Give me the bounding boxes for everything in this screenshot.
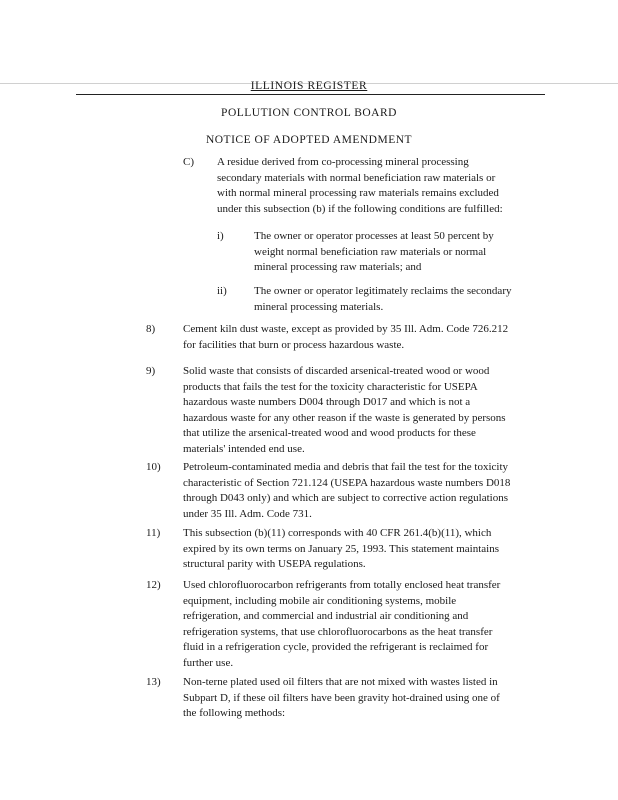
item-label: 11) [146, 527, 161, 539]
item-label: 9) [146, 365, 156, 377]
text-line: through D043 only) and which are subject to corrective action regulations [183, 492, 509, 505]
item-text [217, 155, 553, 217]
board-title: POLLUTION CONTROL BOARD [221, 107, 397, 119]
item-text [183, 526, 558, 573]
item-text [183, 578, 558, 672]
item-label: 13) [146, 676, 161, 688]
text-line: under this subsection (b) if the following conditions are fulfilled: [217, 202, 503, 215]
item-label: ii) [217, 285, 227, 297]
text-line: weight normal beneficiation raw materials or normal [254, 245, 487, 258]
register-title: ILLINOIS REGISTER [250, 80, 368, 92]
item-text [254, 284, 554, 315]
item-label: 8) [146, 323, 156, 335]
text-line: structural parity with USEPA regulations. [183, 558, 366, 571]
text-line: The owner or operator legitimately reclaims the secondary [254, 285, 512, 297]
text-line: Used chlorofluorocarbon refrigerants from totally enclosed heat transfer [183, 579, 501, 591]
item-text [183, 675, 558, 722]
text-line: further use. [183, 656, 234, 669]
item-label: i) [217, 230, 224, 242]
text-line: with normal mineral processing raw materials remains excluded [217, 187, 499, 200]
text-line: fluid in a refrigeration cycle, provided the refrigerant is reclaimed for [183, 641, 489, 654]
text-line: Subpart D, if these oil filters have been gravity hot-drained using one of [183, 691, 500, 704]
item-text [183, 322, 556, 353]
text-line: materials' intended end use. [183, 442, 305, 455]
text-line: equipment, including mobile air conditioning systems, mobile [183, 594, 457, 607]
text-line: refrigeration systems, that use chlorofluorocarbons as the heat transfer [183, 625, 493, 638]
text-line: The owner or operator processes at least 50 percent by [254, 230, 494, 242]
header-rule [76, 94, 545, 95]
text-line: that utilize the arsenical-treated wood and wood products for these [183, 427, 476, 440]
text-line: Cement kiln dust waste, except as provided by 35 Ill. Adm. Code 726.212 [183, 323, 509, 335]
text-line: expired by its own terms on January 25, 1993. This statement maintains [183, 542, 499, 555]
item-text [183, 364, 556, 458]
text-line: under 35 Ill. Adm. Code 731. [183, 507, 312, 520]
text-line: Solid waste that consists of discarded arsenical-treated wood or wood [183, 365, 490, 377]
text-line: products that fails the test for the toxicity characteristic for USEPA [183, 380, 478, 393]
text-line: mineral processing materials. [254, 300, 384, 313]
text-line: refrigeration, and commercial and industrial air conditioning and [183, 610, 469, 623]
item-text [254, 229, 554, 276]
text-line: hazardous waste for any other reason if the waste is generated by persons [183, 411, 506, 424]
item-label: 12) [146, 579, 161, 591]
item-label: C) [183, 156, 194, 168]
text-line: hazardous waste numbers D004 through D017 and which is not a [183, 396, 471, 409]
text-line: characteristic of Section 721.124 (USEPA hazardous waste numbers D018 [183, 476, 511, 489]
text-line: Non-terne plated used oil filters that are not mixed with wastes listed in [183, 676, 498, 688]
text-line: for facilities that burn or process hazardous waste. [183, 338, 405, 351]
text-line: the following methods: [183, 707, 286, 720]
item-label: 10) [146, 461, 161, 473]
text-line: Petroleum-contaminated media and debris that fail the test for the toxicity [183, 461, 509, 473]
text-line: mineral processing raw materials; and [254, 261, 422, 274]
text-line: This subsection (b)(11) corresponds with 40 CFR 261.4(b)(11), which [183, 527, 492, 539]
text-line: secondary materials with normal beneficiation raw materials or [217, 171, 496, 184]
notice-title: NOTICE OF ADOPTED AMENDMENT [205, 134, 413, 146]
item-text [183, 460, 558, 522]
text-line: A residue derived from co-processing mineral processing [217, 156, 469, 168]
